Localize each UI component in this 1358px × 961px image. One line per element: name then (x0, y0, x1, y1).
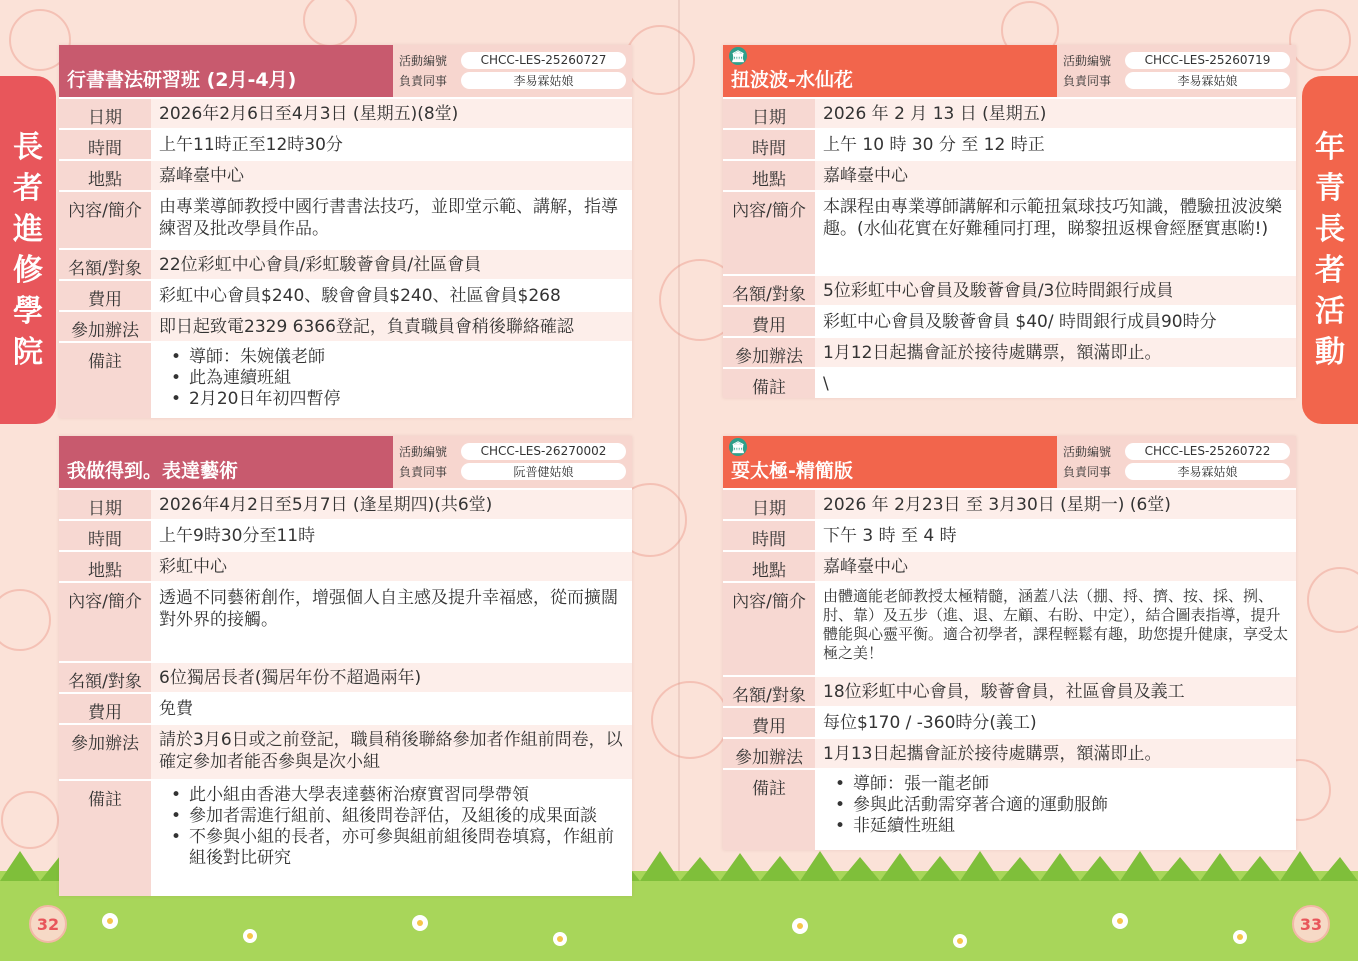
staff-label: 負責同事 (399, 464, 448, 479)
bank-icon: 🏛 (729, 47, 747, 65)
staff-label: 負責同事 (1063, 464, 1112, 479)
row-label: 備註 (723, 770, 815, 850)
staff-name: 李易霖姑娘 (1125, 72, 1290, 89)
note-item: • 非延續性班組 (831, 816, 1288, 837)
row-value: 彩虹中心 (151, 552, 632, 581)
row-value: 5位彩虹中心會員及駿薈會員/3位時間銀行成員 (815, 276, 1296, 305)
row-label: 時間 (723, 521, 815, 550)
note-item: • 參加者需進行組前、組後問卷評估，及組後的成果面談 (167, 806, 624, 827)
card-meta (393, 436, 632, 488)
row-label: 名額/對象 (723, 276, 815, 305)
row-label: 內容/簡介 (59, 583, 151, 661)
tab-char: 修 (13, 253, 43, 288)
row-value: 由專業導師教授中國行書書法技巧，並即堂示範、講解，指導練習及批改學員作品。 (159, 197, 618, 239)
tab-char: 者 (13, 171, 43, 206)
activity-card-expressive-arts (59, 436, 632, 896)
row-label: 地點 (723, 161, 815, 190)
row-value: 嘉峰臺中心 (815, 161, 1296, 190)
row-label: 日期 (59, 99, 151, 128)
tab-char: 者 (1315, 253, 1345, 288)
tab-char: 院 (13, 335, 43, 370)
note-item: • 此小組由香港大學表達藝術治療實習同學帶領 (167, 785, 624, 806)
row-label: 名額/對象 (59, 250, 151, 279)
row-label: 內容/簡介 (723, 192, 815, 274)
activity-code: CHCC-LES-26270002 (461, 443, 626, 460)
row-value: 免費 (159, 699, 193, 719)
card-meta (1057, 436, 1296, 488)
page-spine (678, 0, 680, 961)
activity-code: CHCC-LES-25260719 (1125, 52, 1290, 69)
staff-name: 阮普健姑娘 (461, 463, 626, 480)
row-value: 2026年4月2日至5月7日 (逢星期四)(共6堂) (151, 490, 632, 519)
card-title (723, 436, 1057, 488)
card-title-text: 扭波波-水仙花 (731, 69, 853, 91)
row-label: 日期 (723, 99, 815, 128)
row-label: 參加辦法 (723, 338, 815, 367)
staff-label: 負責同事 (1063, 73, 1112, 88)
activity-code: CHCC-LES-25260722 (1125, 443, 1290, 460)
row-value: \ (823, 374, 829, 394)
staff-name: 李易霖姑娘 (461, 72, 626, 89)
code-label: 活動編號 (399, 444, 448, 459)
row-value: 18位彩虹中心會員，駿薈會員，社區會員及義工 (815, 677, 1296, 706)
row-value: 1月12日起攜會証於接待處購票，額滿即止。 (815, 338, 1296, 367)
row-label: 地點 (723, 552, 815, 581)
tab-char: 青 (1315, 171, 1345, 206)
tab-char: 學 (13, 294, 43, 329)
section-tab-young-elder-activities (1302, 76, 1358, 424)
page-number-right: 33 (1292, 905, 1330, 943)
notes (151, 343, 632, 418)
row-label: 日期 (723, 490, 815, 519)
tab-char: 長 (1315, 212, 1345, 247)
row-value: 下午 3 時 至 4 時 (823, 526, 957, 546)
row-label: 時間 (723, 130, 815, 159)
row-value: 即日起致電2329 6366登記，負責職員會稍後聯絡確認 (151, 312, 632, 341)
row-label: 費用 (59, 281, 151, 310)
activity-card-balloon (723, 45, 1296, 398)
row-label: 時間 (59, 521, 151, 550)
staff-name: 李易霖姑娘 (1125, 463, 1290, 480)
card-title (723, 45, 1057, 97)
notes (815, 770, 1296, 850)
row-label: 名額/對象 (59, 663, 151, 692)
note-item: • 2月20日年初四暫停 (167, 389, 624, 410)
tab-char: 進 (13, 212, 43, 247)
row-value: 嘉峰臺中心 (815, 552, 1296, 581)
note-item: • 參與此活動需穿著合適的運動服飾 (831, 795, 1288, 816)
row-label: 參加辦法 (59, 725, 151, 779)
row-value: 2026 年 2月23日 至 3月30日 (星期一) (6堂) (815, 490, 1296, 519)
card-meta (1057, 45, 1296, 97)
row-value: 22位彩虹中心會員/彩虹駿薈會員/社區會員 (151, 250, 632, 279)
row-value: 由體適能老師教授太極精髓，涵蓋八法（掤、捋、擠、按、採、挒、肘、靠）及五步（進、退、左顧、右盼、中定），結合圖表指導，提升體能與心靈平衡。適合初學者，課程輕鬆有趣，助您提升健康，享受太極之美！ (823, 587, 1289, 662)
row-label: 地點 (59, 161, 151, 190)
section-tab-elder-academy (0, 76, 56, 424)
card-title: 我做得到。表達藝術 (59, 436, 393, 488)
row-label: 備註 (723, 369, 815, 398)
row-label: 內容/簡介 (723, 583, 815, 675)
row-value: 本課程由專業導師講解和示範扭氣球技巧知識，體驗扭波波樂趣。(水仙花實在好難種同打理，睇黎扭返棵會經歷實惠喲!) (823, 197, 1282, 239)
tab-char: 活 (1315, 294, 1345, 329)
row-label: 參加辦法 (723, 739, 815, 768)
code-label: 活動編號 (1063, 53, 1112, 68)
row-value: 彩虹中心會員$240、駿會會員$240、社區會員$268 (159, 286, 561, 306)
row-value: 上午 10 時 30 分 至 12 時正 (823, 135, 1045, 155)
page-number-left: 32 (29, 905, 67, 943)
staff-label: 負責同事 (399, 73, 448, 88)
row-label: 日期 (59, 490, 151, 519)
row-value: 2026年2月6日至4月3日 (星期五)(8堂) (151, 99, 632, 128)
row-value: 上午11時正至12時30分 (159, 135, 343, 155)
row-value: 透過不同藝術創作，增强個人自主感及提升幸福感，從而擴闊對外界的接觸。 (159, 588, 618, 630)
row-label: 地點 (59, 552, 151, 581)
tab-char: 年 (1315, 130, 1345, 165)
row-label: 參加辦法 (59, 312, 151, 341)
row-label: 內容/簡介 (59, 192, 151, 248)
row-label: 費用 (723, 708, 815, 737)
card-meta (393, 45, 632, 97)
tab-char: 動 (1315, 335, 1345, 370)
bank-icon: 🏛 (729, 438, 747, 456)
row-label: 備註 (59, 343, 151, 418)
row-label: 備註 (59, 781, 151, 896)
row-value: 2026 年 2 月 13 日 (星期五) (815, 99, 1296, 128)
row-label: 時間 (59, 130, 151, 159)
tab-char: 長 (13, 130, 43, 165)
row-value: 每位$170 / -360時分(義工) (823, 713, 1037, 733)
notes (151, 781, 632, 896)
activity-card-tai-chi (723, 436, 1296, 850)
activity-code: CHCC-LES-25260727 (461, 52, 626, 69)
note-item: • 此為連續班組 (167, 368, 624, 389)
card-title: 行書書法研習班 (2月-4月) (59, 45, 393, 97)
row-value: 6位獨居長者(獨居年份不超過兩年) (151, 663, 632, 692)
row-label: 費用 (59, 694, 151, 723)
note-item: • 導師：張一龍老師 (831, 774, 1288, 795)
note-item: • 導師：朱婉儀老師 (167, 347, 624, 368)
note-item: • 不參與小組的長者，亦可參與組前組後問卷填寫，作組前組後對比研究 (167, 827, 624, 869)
row-value: 1月13日起攜會証於接待處購票，額滿即止。 (815, 739, 1296, 768)
row-value: 嘉峰臺中心 (151, 161, 632, 190)
row-value: 上午9時30分至11時 (159, 526, 316, 546)
activity-card-calligraphy (59, 45, 632, 418)
code-label: 活動編號 (399, 53, 448, 68)
row-label: 費用 (723, 307, 815, 336)
card-title-text: 耍太極-精簡版 (731, 460, 853, 482)
row-value: 彩虹中心會員及駿薈會員 $40/ 時間銀行成員90時分 (823, 312, 1217, 332)
row-label: 名額/對象 (723, 677, 815, 706)
row-value: 請於3月6日或之前登記，職員稍後聯絡參加者作組前問卷，以確定參加者能否參與是次小組 (151, 725, 632, 779)
code-label: 活動編號 (1063, 444, 1112, 459)
